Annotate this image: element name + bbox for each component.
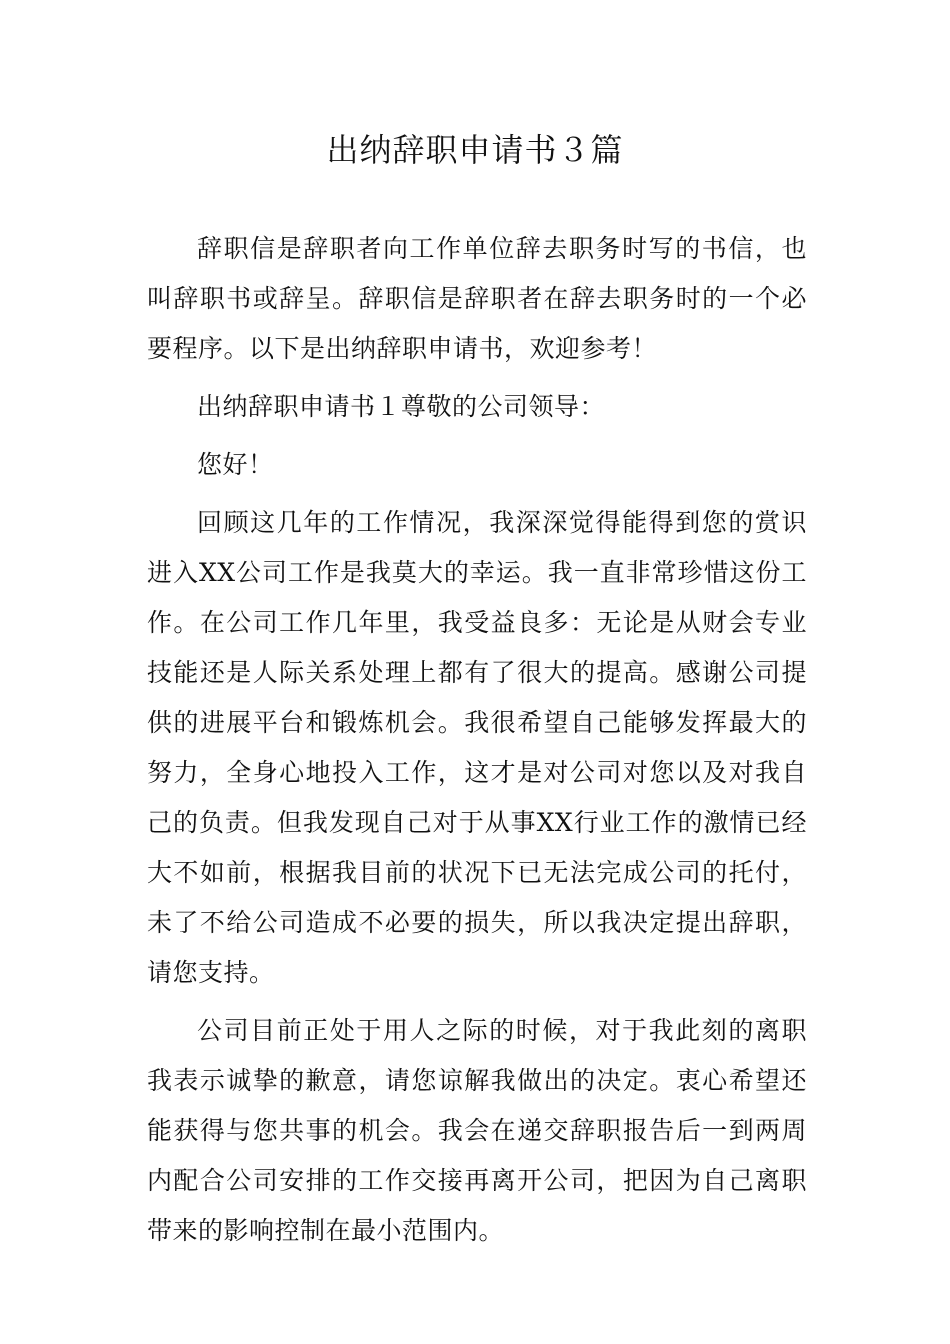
paragraph-letter-heading: 出纳辞职申请书１尊敬的公司领导： — [197, 392, 606, 421]
paragraph-intro: 辞职信是辞职者向工作单位辞去职务时写的书信，也叫辞职书或辞呈。辞职信是辞职者在辞去职务时的一个必要程序。以下是出纳辞职申请书，欢迎参考！ — [147, 234, 807, 363]
document-title: 出纳辞职申请书３篇 — [326, 131, 624, 169]
paragraph-body-2: 公司目前正处于用人之际的时候，对于我此刻的离职我表示诚挚的歉意，请您谅解我做出的决定。衷心希望还能获得与您共事的机会。我会在递交辞职报告后一到两周内配合公司安排的工作交接再离开公司，把因为自己离职带来的影响控制在最小范围内。 — [147, 1016, 807, 1245]
document-body — [147, 224, 807, 1264]
paragraph-body-1: 回顾这几年的工作情况，我深深觉得能得到您的赏识进入XX公司工作是我莫大的幸运。我一直非常珍惜这份工作。在公司工作几年里，我受益良多：无论是从财会专业技能还是人际关系处理上都有了很大的提高。感谢公司提供的进展平台和锻炼机会。我很希望自己能够发挥最大的努力，全身心地投入工作，这才是对公司对您以及对我自己的负责。但我发现自己对于从事XX行业工作的激情已经大不如前，根据我目前的状况下已无法完成公司的托付，未了不给公司造成不必要的损失，所以我决定提出辞职，请您支持。 — [147, 508, 807, 987]
paragraph-greeting: 您好！ — [197, 450, 274, 479]
